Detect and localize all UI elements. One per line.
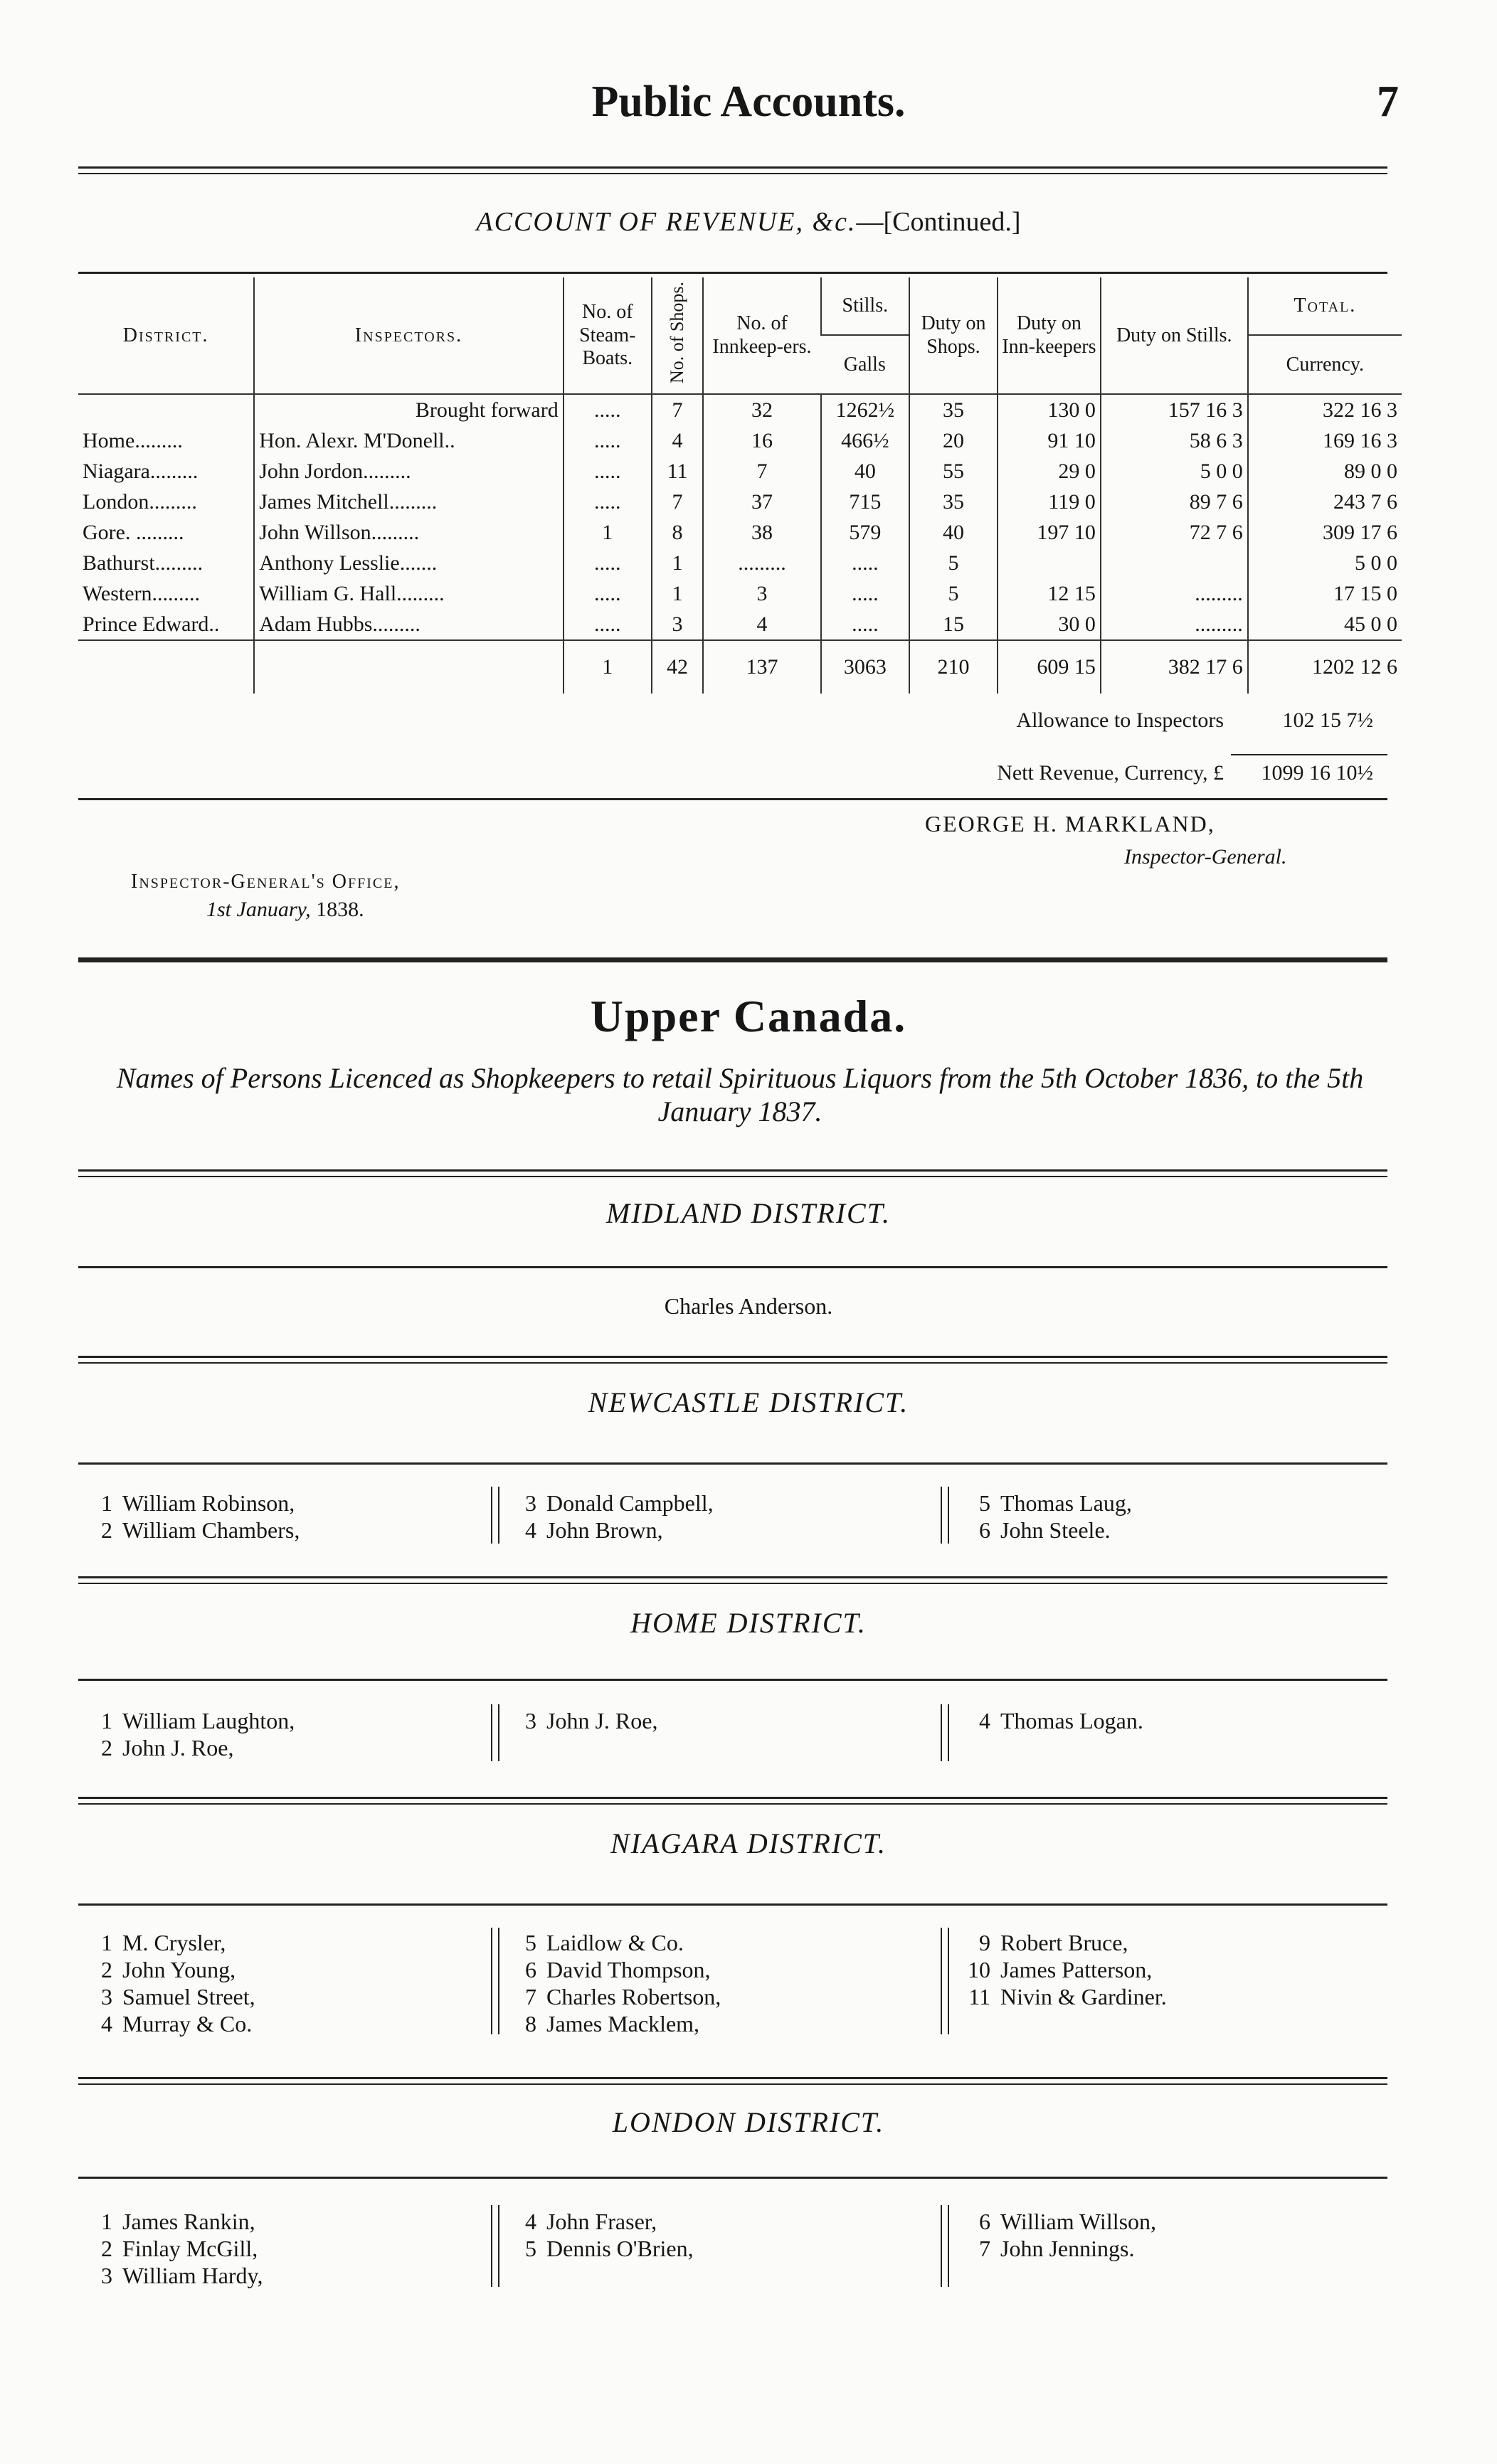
nett-value: 1099 16 10½ <box>1261 761 1373 785</box>
district-title-london: LONDON DISTRICT. <box>612 2106 885 2138</box>
newcastle-col-1 <box>84 1489 300 1544</box>
table-row <box>78 394 1402 425</box>
cell-galls: 40 <box>821 456 909 487</box>
list-item: 3 Samuel Street, <box>101 1984 255 2009</box>
district-title-midland: MIDLAND DISTRICT. <box>606 1197 891 1229</box>
total-currency: 1202 12 6 <box>1248 640 1402 694</box>
list-item: 5 Dennis O'Brien, <box>525 2236 694 2261</box>
table-row <box>78 609 1402 640</box>
cell-district: Home......... <box>83 428 183 452</box>
list-item: 1 William Laughton, <box>101 1708 295 1733</box>
list-item: 4 John Brown, <box>525 1517 663 1543</box>
cell-duty-shops: 5 <box>909 578 998 609</box>
london-col-3 <box>962 2208 1156 2262</box>
cell-inspector: William G. Hall......... <box>254 578 563 609</box>
list-item: 11 Nivin & Gardiner. <box>968 1984 1167 2009</box>
list-item: 8 James Macklem, <box>525 2011 700 2036</box>
cell-district <box>78 394 254 425</box>
cell-shops: 4 <box>652 425 703 456</box>
section-rule <box>78 957 1387 962</box>
cell-galls: 466½ <box>821 425 909 456</box>
cell-steamboats: ..... <box>564 548 652 578</box>
page-title: Public Accounts. <box>591 78 906 126</box>
district-title-newcastle: NEWCASTLE DISTRICT. <box>588 1386 909 1418</box>
header-galls: Galls <box>821 335 909 394</box>
cell-duty-shops: 40 <box>909 517 998 548</box>
cell-galls: 1262½ <box>821 394 909 425</box>
cell-steamboats: 1 <box>564 517 652 548</box>
cell-shops: 8 <box>652 517 703 548</box>
table-row <box>78 517 1402 548</box>
cell-shops: 11 <box>652 456 703 487</box>
cell-duty-stills <box>1101 548 1248 578</box>
column-divider <box>941 1704 949 1761</box>
header-innkeepers: No. of Innkeep-ers. <box>703 277 821 394</box>
district-rule <box>78 1169 1387 1177</box>
total-duty-shops: 210 <box>909 640 998 694</box>
district-rule <box>78 1462 1387 1465</box>
cell-inspector: Adam Hubbs......... <box>254 609 563 640</box>
total-galls: 3063 <box>821 640 909 694</box>
list-item: 4 Thomas Logan. <box>979 1708 1143 1733</box>
table-row <box>78 548 1402 578</box>
cell-innkeepers: 4 <box>703 609 821 640</box>
account-title-continued: —[Continued.] <box>856 207 1021 237</box>
london-col-2 <box>508 2208 694 2262</box>
cell-steamboats: ..... <box>564 456 652 487</box>
cell-galls: ..... <box>821 578 909 609</box>
office-date <box>206 898 364 922</box>
cell-total: 309 17 6 <box>1248 517 1402 548</box>
column-divider <box>491 1704 499 1761</box>
revenue-table <box>78 277 1402 694</box>
header-total: Total. <box>1248 277 1402 335</box>
header-duty-innkeepers: Duty on Inn-keepers <box>998 277 1101 394</box>
sum-rule <box>1231 754 1387 755</box>
cell-duty-innkeepers: 12 15 <box>998 578 1101 609</box>
list-item: 2 William Chambers, <box>101 1517 300 1543</box>
office-date-day: 1st January, <box>206 898 311 921</box>
column-divider <box>491 1928 499 2034</box>
cell-innkeepers: 37 <box>703 487 821 517</box>
cell-duty-innkeepers: 130 0 <box>998 394 1101 425</box>
cell-duty-stills: 157 16 3 <box>1101 394 1248 425</box>
section-title: Upper Canada. <box>590 991 907 1041</box>
list-item: 3 Donald Campbell, <box>525 1490 714 1516</box>
header-inspectors: Inspectors. <box>254 277 563 394</box>
cell-duty-stills: 5 0 0 <box>1101 456 1248 487</box>
cell-inspector: James Mitchell......... <box>254 487 563 517</box>
header-shops: No. of Shops. <box>652 277 703 394</box>
cell-steamboats: ..... <box>564 609 652 640</box>
cell-steamboats: ..... <box>564 487 652 517</box>
cell-district: Niagara......... <box>83 459 199 483</box>
cell-duty-shops: 15 <box>909 609 998 640</box>
cell-innkeepers: 38 <box>703 517 821 548</box>
district-rule <box>78 1797 1387 1805</box>
cell-shops: 3 <box>652 609 703 640</box>
column-divider <box>941 2205 949 2287</box>
cell-duty-innkeepers: 119 0 <box>998 487 1101 517</box>
page-number: 7 <box>1377 78 1399 126</box>
table-top-rule <box>78 272 1387 274</box>
cell-district: Gore. ......... <box>83 520 184 544</box>
list-item: 5 Laidlow & Co. <box>525 1930 684 1955</box>
cell-inspector: Brought forward <box>254 394 563 425</box>
list-item: 1 M. Crysler, <box>101 1930 226 1955</box>
cell-innkeepers: 7 <box>703 456 821 487</box>
cell-duty-shops: 35 <box>909 394 998 425</box>
midland-name: Charles Anderson. <box>664 1293 833 1319</box>
header-steamboats: No. of Steam-Boats. <box>564 277 652 394</box>
district-rule <box>78 2077 1387 2085</box>
cell-duty-shops: 20 <box>909 425 998 456</box>
niagara-col-3 <box>962 1929 1167 2010</box>
cell-total: 169 16 3 <box>1248 425 1402 456</box>
list-item: 6 William Willson, <box>979 2209 1157 2234</box>
district-rule <box>78 2177 1387 2179</box>
column-divider <box>941 1928 949 2034</box>
cell-galls: 715 <box>821 487 909 517</box>
cell-duty-innkeepers: 29 0 <box>998 456 1101 487</box>
cell-innkeepers: 16 <box>703 425 821 456</box>
newcastle-col-2 <box>508 1489 714 1544</box>
cell-galls: ..... <box>821 548 909 578</box>
list-item: 4 John Fraser, <box>525 2209 657 2234</box>
cell-duty-shops: 55 <box>909 456 998 487</box>
list-item: 5 Thomas Laug, <box>979 1490 1132 1516</box>
cell-shops: 7 <box>652 487 703 517</box>
cell-inspector <box>254 640 563 694</box>
cell-shops: 1 <box>652 548 703 578</box>
list-item: 6 David Thompson, <box>525 1957 711 1982</box>
cell-duty-stills: ......... <box>1101 609 1248 640</box>
table-row <box>78 487 1402 517</box>
total-duty-stills: 382 17 6 <box>1101 640 1248 694</box>
cell-shops: 7 <box>652 394 703 425</box>
list-item: 9 Robert Bruce, <box>979 1930 1128 1955</box>
list-item: 7 John Jennings. <box>979 2236 1135 2261</box>
signer-name: GEORGE H. MARKLAND, <box>925 811 1215 837</box>
cell-duty-innkeepers: 91 10 <box>998 425 1101 456</box>
home-col-3 <box>962 1707 1143 1734</box>
cell-innkeepers: 32 <box>703 394 821 425</box>
home-col-2 <box>508 1707 657 1734</box>
cell-duty-stills: 72 7 6 <box>1101 517 1248 548</box>
district-title-home: HOME DISTRICT. <box>630 1607 867 1639</box>
table-row <box>78 456 1402 487</box>
cell-steamboats: ..... <box>564 425 652 456</box>
header-currency: Currency. <box>1248 335 1402 394</box>
niagara-col-1 <box>84 1929 255 2037</box>
header-district: District. <box>78 277 254 394</box>
cell-duty-innkeepers <box>998 548 1101 578</box>
list-item: 6 John Steele. <box>979 1517 1111 1543</box>
header-rule <box>78 166 1387 174</box>
column-divider <box>941 1487 949 1544</box>
table-row <box>78 578 1402 609</box>
list-item: 2 Finlay McGill, <box>101 2236 258 2261</box>
cell-innkeepers: ......... <box>703 548 821 578</box>
cell-inspector: Anthony Lesslie....... <box>254 548 563 578</box>
cell-inspector: John Willson......... <box>254 517 563 548</box>
district-rule <box>78 1679 1387 1681</box>
total-shops: 42 <box>652 640 703 694</box>
account-title-main: ACCOUNT OF REVENUE, &c. <box>476 207 857 237</box>
cell-duty-stills: ......... <box>1101 578 1248 609</box>
table-row <box>78 425 1402 456</box>
table-bottom-rule <box>78 798 1387 800</box>
header-stills: Stills. <box>821 277 909 335</box>
cell-innkeepers: 3 <box>703 578 821 609</box>
cell-duty-innkeepers: 30 0 <box>998 609 1101 640</box>
column-divider <box>491 1487 499 1544</box>
section-intro: Names of Persons Licenced as Shopkeepers to retail Spirituous Liquors from the 5th October 1836, to the 5th January 1837. <box>116 1062 1364 1128</box>
list-item: 3 John J. Roe, <box>525 1708 658 1733</box>
cell-inspector: John Jordon......... <box>254 456 563 487</box>
cell-duty-innkeepers: 197 10 <box>998 517 1101 548</box>
running-head <box>0 77 1497 141</box>
cell-duty-stills: 58 6 3 <box>1101 425 1248 456</box>
office-name: Inspector-General's Office, <box>131 871 401 893</box>
cell-inspector: Hon. Alexr. M'Donell.. <box>254 425 563 456</box>
cell-total: 89 0 0 <box>1248 456 1402 487</box>
cell-galls: ..... <box>821 609 909 640</box>
list-item: 2 John Young, <box>101 1957 236 1982</box>
cell-total: 243 7 6 <box>1248 487 1402 517</box>
district-rule <box>78 1266 1387 1268</box>
nett-label: Nett Revenue, Currency, £ <box>997 761 1224 785</box>
header-duty-stills: Duty on Stills. <box>1101 277 1248 394</box>
total-steamboats: 1 <box>564 640 652 694</box>
cell-steamboats: ..... <box>564 578 652 609</box>
district-rule <box>78 1356 1387 1364</box>
cell-district <box>78 640 254 694</box>
list-item: 3 William Hardy, <box>101 2263 263 2288</box>
cell-district: London......... <box>83 489 197 514</box>
allowance-value: 102 15 7½ <box>1282 708 1373 732</box>
list-item: 2 John J. Roe, <box>101 1735 234 1761</box>
list-item: 1 James Rankin, <box>101 2209 255 2234</box>
list-item: 7 Charles Robertson, <box>525 1984 721 2009</box>
cell-total: 45 0 0 <box>1248 609 1402 640</box>
cell-district: Western......... <box>83 581 201 605</box>
signer-title: Inspector-General. <box>1124 845 1287 869</box>
allowance-label: Allowance to Inspectors <box>1016 708 1224 732</box>
cell-steamboats: ..... <box>564 394 652 425</box>
list-item: 1 William Robinson, <box>101 1490 295 1516</box>
district-rule <box>78 1903 1387 1906</box>
cell-district: Prince Edward.. <box>83 612 220 636</box>
niagara-col-2 <box>508 1929 721 2037</box>
list-item: 10 James Patterson, <box>968 1957 1153 1982</box>
cell-district: Bathurst......... <box>83 551 203 575</box>
cell-duty-stills: 89 7 6 <box>1101 487 1248 517</box>
district-rule <box>78 1576 1387 1584</box>
account-title <box>0 206 1497 238</box>
cell-total: 5 0 0 <box>1248 548 1402 578</box>
header-duty-shops: Duty on Shops. <box>909 277 998 394</box>
newcastle-col-3 <box>962 1489 1132 1544</box>
list-item: 4 Murray & Co. <box>101 2011 253 2036</box>
london-col-1 <box>84 2208 263 2289</box>
office-date-year: 1838. <box>316 898 364 921</box>
cell-total: 322 16 3 <box>1248 394 1402 425</box>
cell-duty-shops: 35 <box>909 487 998 517</box>
total-duty-innkeepers: 609 15 <box>998 640 1101 694</box>
total-innkeepers: 137 <box>703 640 821 694</box>
district-title-niagara: NIAGARA DISTRICT. <box>610 1827 887 1859</box>
totals-row <box>78 640 1402 694</box>
cell-galls: 579 <box>821 517 909 548</box>
cell-duty-shops: 5 <box>909 548 998 578</box>
home-col-1 <box>84 1707 295 1761</box>
cell-total: 17 15 0 <box>1248 578 1402 609</box>
column-divider <box>491 2205 499 2287</box>
cell-shops: 1 <box>652 578 703 609</box>
